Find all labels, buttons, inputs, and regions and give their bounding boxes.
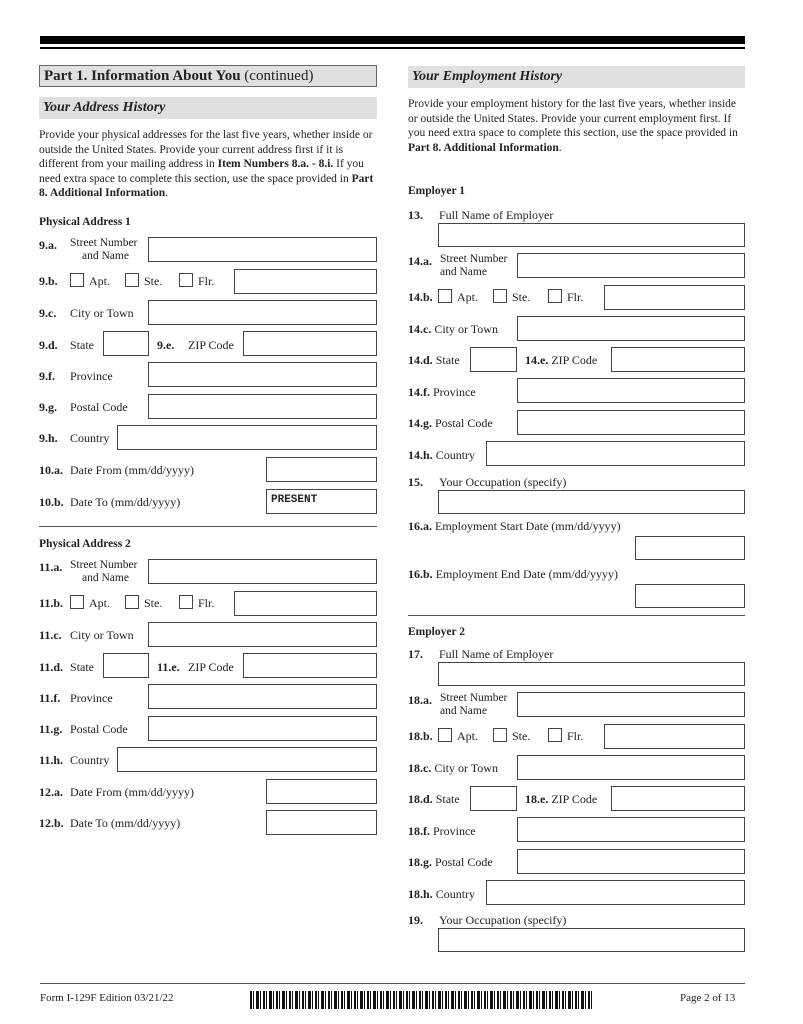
employer-1-heading: Employer 1 [408, 185, 465, 197]
apt-checkbox[interactable] [70, 595, 84, 609]
employer-name-label: 13. Full Name of Employer [408, 208, 554, 222]
date-to-input[interactable]: PRESENT [266, 489, 377, 514]
street-label: 11.a. [39, 560, 63, 574]
ste-label: Ste. [512, 729, 531, 743]
zip-input[interactable] [243, 331, 377, 356]
city-input[interactable] [517, 755, 745, 780]
apt-label: Apt. [457, 729, 478, 743]
country-input[interactable] [486, 880, 745, 905]
country-input[interactable] [117, 425, 377, 450]
address-history-header: Your Address History [39, 97, 377, 119]
street-input[interactable] [517, 253, 745, 278]
flr-label: Flr. [567, 290, 584, 304]
street-label-text: Street Number and Name [70, 237, 138, 262]
city-input[interactable] [517, 316, 745, 341]
state-input[interactable] [470, 786, 517, 811]
province-input[interactable] [148, 362, 377, 387]
unit-number-input[interactable] [234, 591, 377, 616]
street-input[interactable] [148, 559, 377, 584]
ste-checkbox[interactable] [125, 273, 139, 287]
state-input[interactable] [470, 347, 517, 372]
address-history-intro: Provide your physical addresses for the last five years, whether inside or outside the United States. Provide your current address first if it is different from your mailing address in Item Numbers 8.a. - 8.i. If you need extra space to complete this section, use the space provided in Part 8. Additional Information. [39, 129, 374, 200]
province-label: 18.f. Province [408, 824, 476, 838]
ste-label: Ste. [512, 290, 531, 304]
state-input[interactable] [103, 653, 149, 678]
country-label: 18.h. Country [408, 887, 476, 901]
street-label: 14.a. [408, 254, 432, 268]
page-number: Page 2 of 13 [680, 992, 736, 1004]
start-date-label: 16.a. Employment Start Date (mm/dd/yyyy) [408, 519, 621, 533]
apt-checkbox[interactable] [70, 273, 84, 287]
divider [408, 615, 745, 616]
occupation-input[interactable] [438, 928, 745, 952]
street-label-text: Street Number and Name [70, 559, 138, 584]
province-label: 11.f. Province [39, 691, 113, 705]
unit-number-input[interactable] [604, 724, 745, 749]
zip-label: 11.e. ZIP Code [157, 660, 234, 674]
unit-number-input[interactable] [234, 269, 377, 294]
country-label: 14.h. Country [408, 448, 476, 462]
date-from-input[interactable] [266, 779, 377, 804]
province-label: 14.f. Province [408, 385, 476, 399]
street-input[interactable] [517, 692, 745, 717]
state-label: 9.d. State [39, 338, 94, 352]
unit-row: 18.b. [408, 729, 433, 743]
street-label: 9.a. [39, 238, 57, 252]
zip-label: 14.e. ZIP Code [525, 353, 598, 367]
city-input[interactable] [148, 300, 377, 325]
city-label: 11.c. City or Town [39, 628, 134, 642]
footer-rule [40, 983, 745, 984]
flr-label: Flr. [198, 596, 215, 610]
barcode-icon [250, 991, 593, 1009]
apt-label: Apt. [89, 274, 110, 288]
physical-address-2-heading: Physical Address 2 [39, 538, 131, 550]
ste-label: Ste. [144, 596, 163, 610]
country-label: 11.h. Country [39, 753, 110, 767]
province-input[interactable] [148, 684, 377, 709]
flr-checkbox[interactable] [548, 728, 562, 742]
postal-label: 11.g. Postal Code [39, 722, 128, 736]
top-thick-rule [40, 36, 745, 44]
country-input[interactable] [486, 441, 745, 466]
apt-checkbox[interactable] [438, 289, 452, 303]
employment-history-header: Your Employment History [408, 66, 745, 88]
zip-input[interactable] [611, 786, 745, 811]
employer-name-label: 17. Full Name of Employer [408, 647, 554, 661]
flr-label: Flr. [198, 274, 215, 288]
flr-label: Flr. [567, 729, 584, 743]
date-from-label: 12.a. Date From (mm/dd/yyyy) [39, 785, 194, 799]
ste-checkbox[interactable] [493, 289, 507, 303]
apt-label: Apt. [89, 596, 110, 610]
city-label: 9.c. City or Town [39, 306, 134, 320]
flr-checkbox[interactable] [179, 595, 193, 609]
unit-row: 11.b. [39, 596, 64, 610]
flr-checkbox[interactable] [179, 273, 193, 287]
date-from-label: 10.a. Date From (mm/dd/yyyy) [39, 463, 194, 477]
end-date-input[interactable] [635, 584, 745, 608]
part-header [39, 65, 377, 87]
zip-label: 18.e. ZIP Code [525, 792, 598, 806]
zip-label: 9.e. ZIP Code [157, 338, 234, 352]
postal-label: 18.g. Postal Code [408, 855, 493, 869]
apt-label: Apt. [457, 290, 478, 304]
city-input[interactable] [148, 622, 377, 647]
postal-label: 9.g. Postal Code [39, 400, 128, 414]
date-to-label: 12.b. Date To (mm/dd/yyyy) [39, 816, 181, 830]
end-date-label: 16.b. Employment End Date (mm/dd/yyyy) [408, 567, 618, 581]
province-label: 9.f. Province [39, 369, 113, 383]
postal-input[interactable] [517, 849, 745, 874]
ste-checkbox[interactable] [125, 595, 139, 609]
employer-name-input[interactable] [438, 223, 745, 247]
start-date-input[interactable] [635, 536, 745, 560]
province-input[interactable] [517, 817, 745, 842]
country-input[interactable] [117, 747, 377, 772]
part-title: Part 1. Information About You [44, 68, 241, 84]
ste-label: Ste. [144, 274, 163, 288]
date-to-label: 10.b. Date To (mm/dd/yyyy) [39, 495, 181, 509]
unit-row: 9.b. [39, 274, 58, 288]
country-label: 9.h. Country [39, 431, 110, 445]
state-label: 18.d. State [408, 792, 460, 806]
zip-input[interactable] [243, 653, 377, 678]
state-label: 11.d. State [39, 660, 94, 674]
physical-address-1-heading: Physical Address 1 [39, 216, 131, 228]
date-to-input[interactable] [266, 810, 377, 835]
street-label-text: Street Number and Name [440, 692, 508, 717]
date-from-input[interactable] [266, 457, 377, 482]
street-label: 18.a. [408, 693, 432, 707]
occupation-label: 15. Your Occupation (specify) [408, 475, 567, 489]
unit-number-input[interactable] [604, 285, 745, 310]
postal-input[interactable] [148, 716, 377, 741]
postal-label: 14.g. Postal Code [408, 416, 493, 430]
form-id: Form I-129F Edition 03/21/22 [40, 992, 174, 1004]
employment-history-intro: Provide your employment history for the last five years, whether inside or outside the United States. Provide your current employment first. If you need extra space to complete this section, use the space provided in Part 8. Additional Information. [408, 98, 738, 154]
occupation-input[interactable] [438, 490, 745, 514]
province-input[interactable] [517, 378, 745, 403]
flr-checkbox[interactable] [548, 289, 562, 303]
apt-checkbox[interactable] [438, 728, 452, 742]
state-input[interactable] [103, 331, 149, 356]
occupation-label: 19. Your Occupation (specify) [408, 913, 567, 927]
city-label: 18.c. City or Town [408, 761, 498, 775]
unit-row: 14.b. [408, 290, 433, 304]
part-suffix: (continued) [244, 68, 314, 84]
ste-checkbox[interactable] [493, 728, 507, 742]
city-label: 14.c. City or Town [408, 322, 498, 336]
street-input[interactable] [148, 237, 377, 262]
postal-input[interactable] [148, 394, 377, 419]
employer-name-input[interactable] [438, 662, 745, 686]
state-label: 14.d. State [408, 353, 460, 367]
zip-input[interactable] [611, 347, 745, 372]
top-thin-rule [40, 47, 745, 49]
street-label-text: Street Number and Name [440, 253, 508, 278]
employer-2-heading: Employer 2 [408, 626, 465, 638]
divider [39, 526, 377, 527]
postal-input[interactable] [517, 410, 745, 435]
